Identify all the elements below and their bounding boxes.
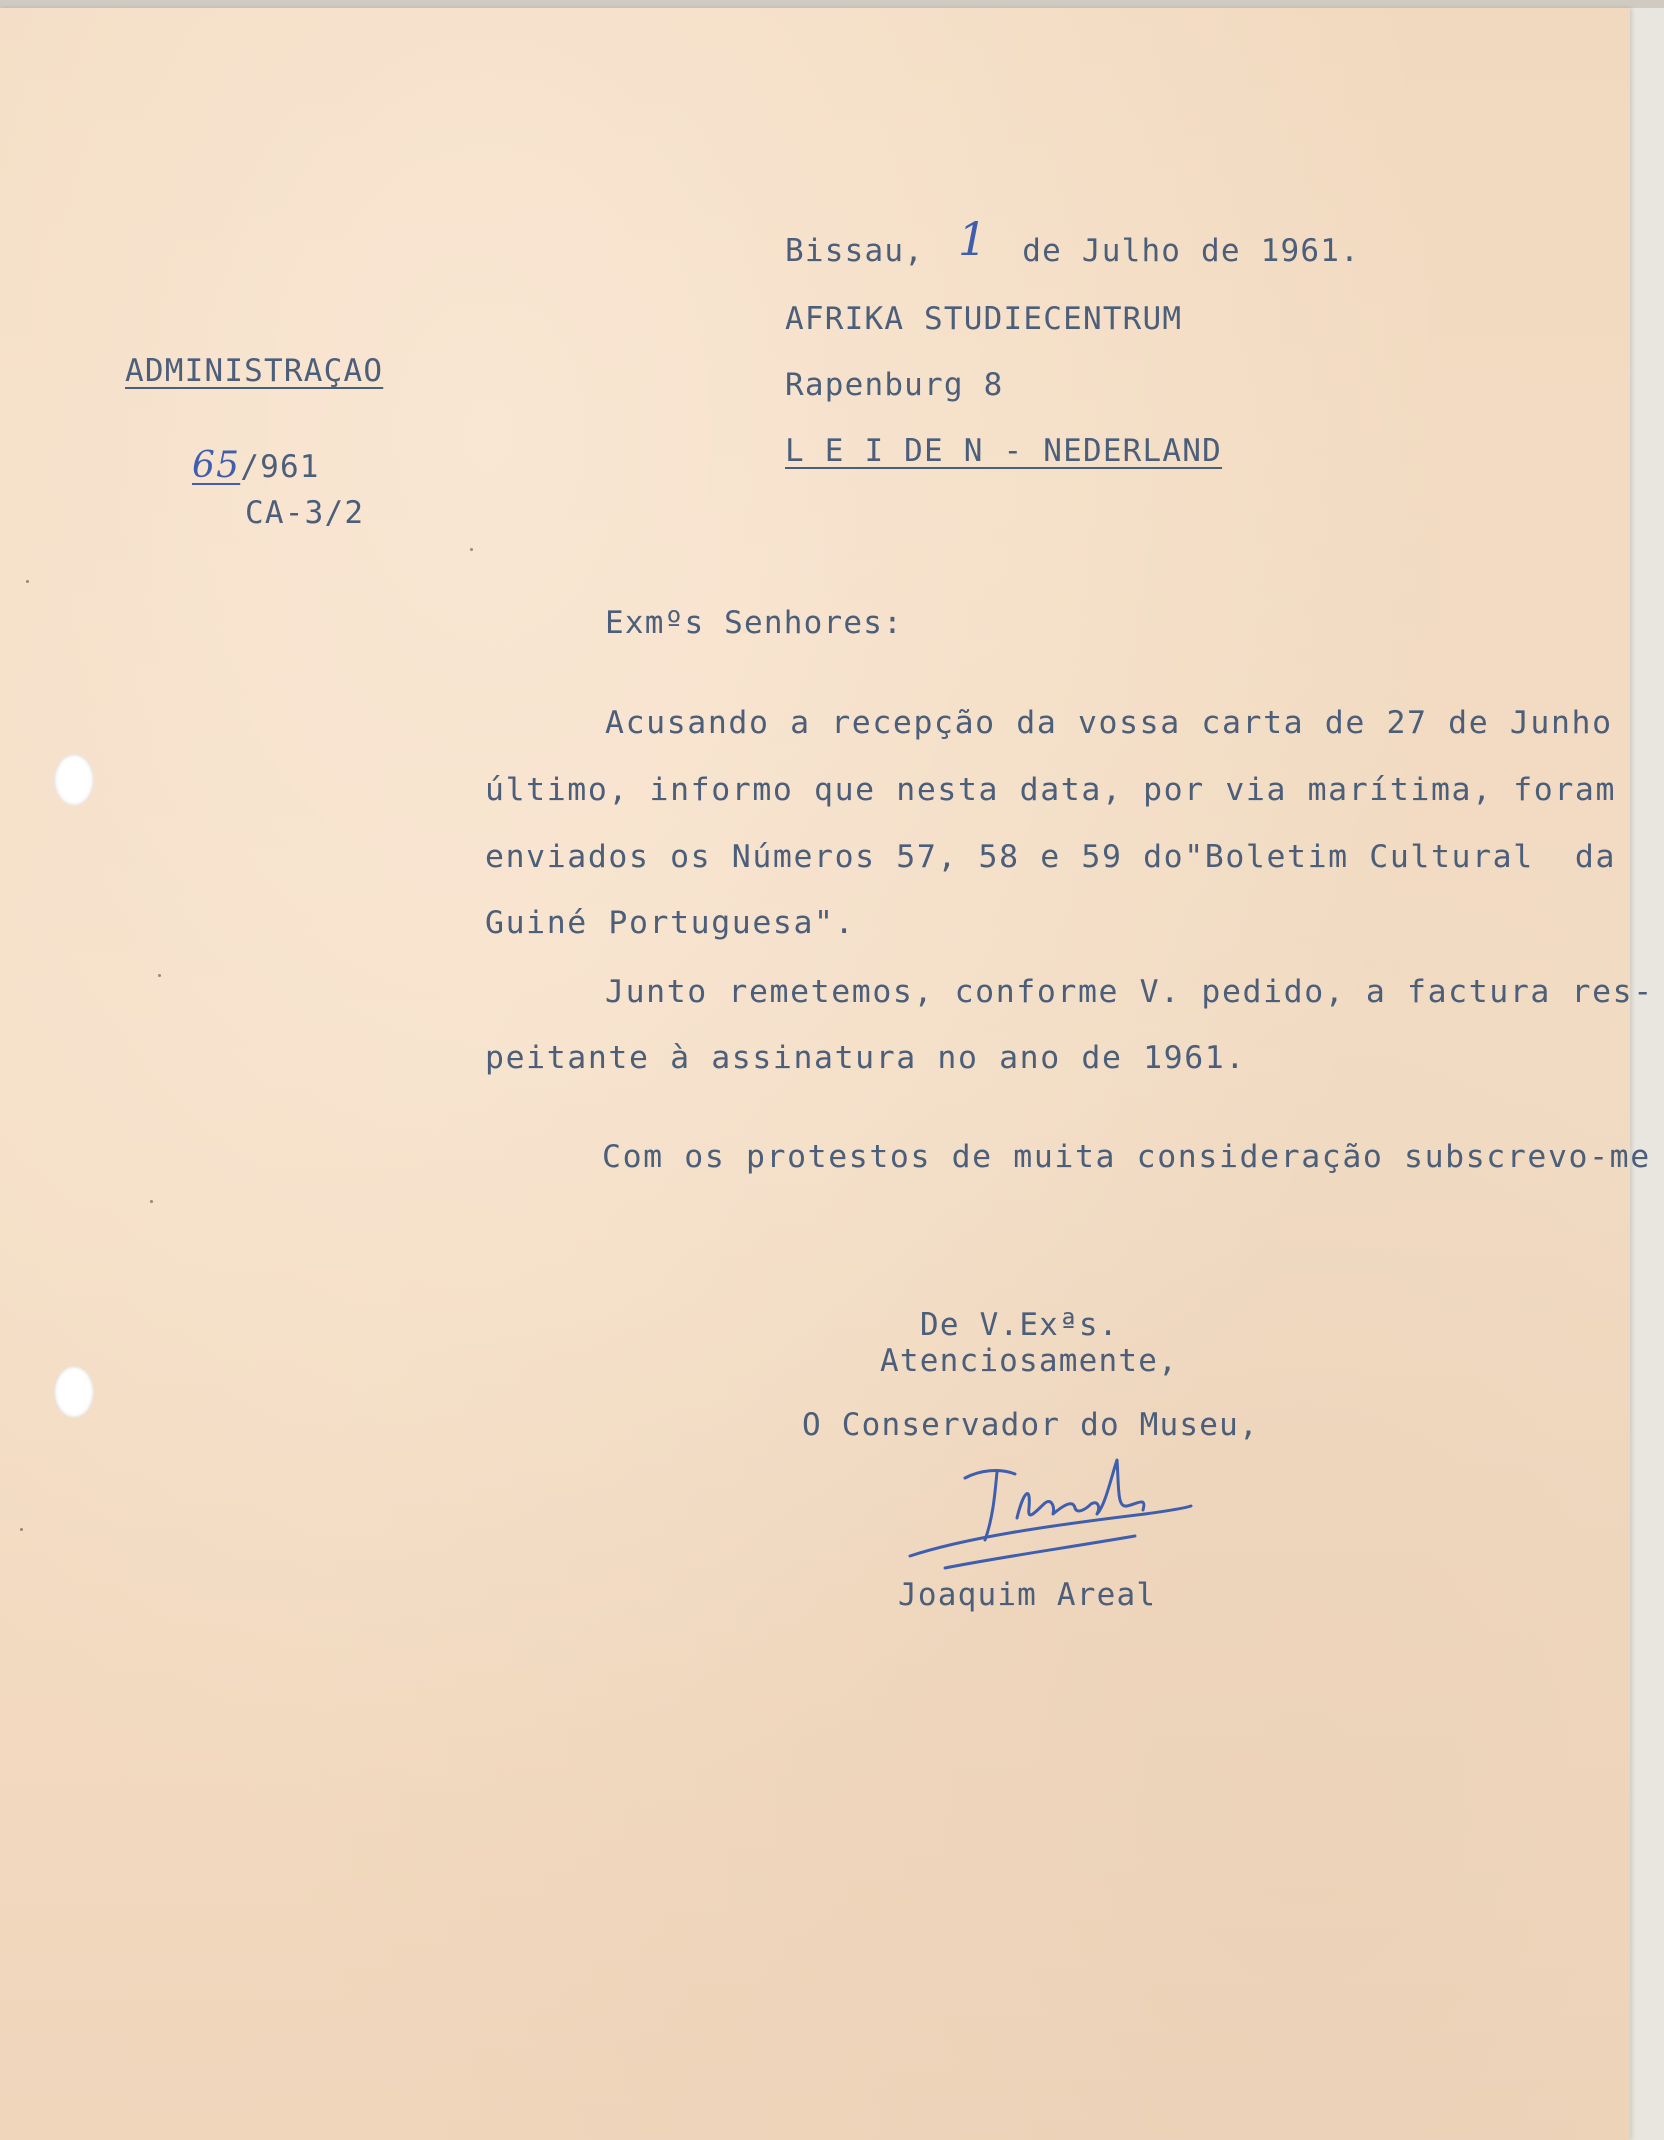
closing-line-2: Atenciosamente,	[880, 1343, 1178, 1379]
paragraph-1-line-4: Guiné Portuguesa".	[485, 905, 856, 941]
reference-code: CA-3/2	[245, 495, 365, 531]
place-date-suffix: de Julho de 1961.	[1022, 233, 1360, 269]
reference-year: /961	[240, 449, 320, 485]
scan-top-edge	[0, 0, 1664, 8]
punch-hole-bottom	[54, 1366, 94, 1418]
paragraph-2-line-2: peitante à assinatura no ano de 1961.	[485, 1040, 1246, 1076]
punch-hole-top	[54, 754, 94, 806]
paragraph-2-line-1: Junto remetemos, conforme V. pedido, a factura res-	[605, 974, 1654, 1010]
place-date-line	[785, 212, 1360, 269]
paragraph-1-line-1: Acusando a recepção da vossa carta de 27 de Junho	[605, 705, 1613, 741]
recipient-line-3: L E I DE N - NEDERLAND	[785, 433, 1222, 469]
paper-speck	[150, 1200, 153, 1203]
handwritten-reference-number: 65	[192, 445, 241, 486]
paper-speck	[470, 548, 473, 551]
signature-name: Joaquim Areal	[898, 1577, 1157, 1613]
closing-phrase: Com os protestos de muita consideração subscrevo-me	[602, 1139, 1651, 1175]
handwritten-day: 1	[957, 212, 989, 266]
paragraph-1-line-2: último, informo que nesta data, por via marítima, foram	[485, 772, 1617, 808]
paper-speck	[158, 974, 161, 977]
closing-line-3: O Conservador do Museu,	[802, 1407, 1259, 1443]
letter-page	[0, 8, 1654, 2140]
closing-line-1: De V.Exªs.	[920, 1307, 1119, 1343]
paper-speck	[26, 580, 29, 583]
reference-number	[192, 445, 320, 486]
handwritten-signature	[905, 1448, 1195, 1573]
recipient-line-1: AFRIKA STUDIECENTRUM	[785, 301, 1183, 337]
paragraph-1-line-3: enviados os Números 57, 58 e 59 do"Boletim Cultural da	[485, 839, 1617, 875]
recipient-line-2: Rapenburg 8	[785, 367, 1004, 403]
place-date-prefix: Bissau,	[785, 233, 925, 269]
paper-speck	[20, 1528, 23, 1531]
salutation: Exmºs Senhores:	[605, 605, 903, 641]
department-heading: ADMINISTRAÇAO	[125, 353, 384, 389]
